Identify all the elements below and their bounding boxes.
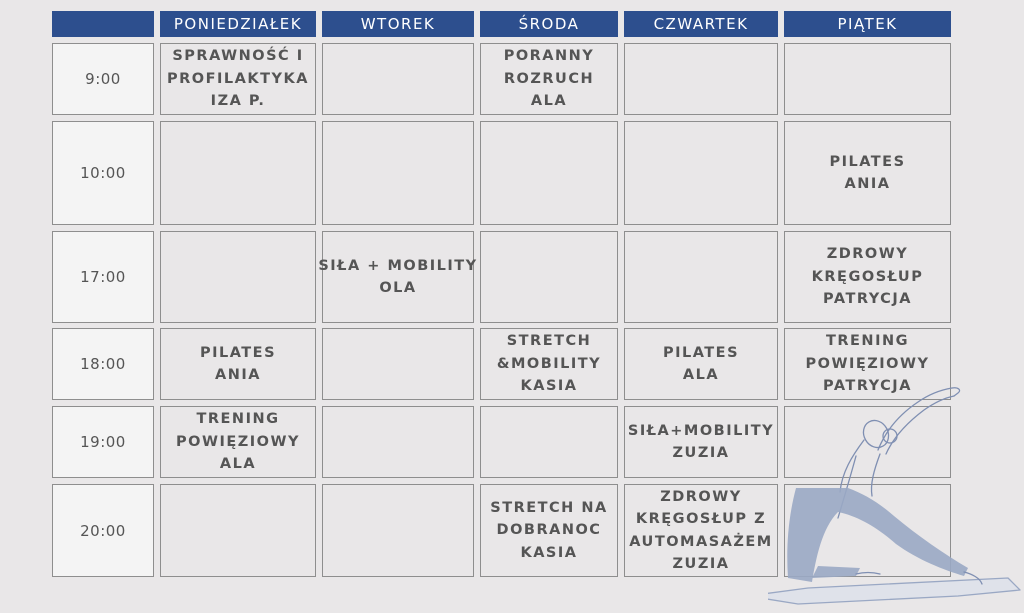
class-entry	[318, 255, 477, 300]
class-entry	[176, 408, 300, 476]
empty-cell	[784, 484, 951, 577]
class-name-line: PILATES	[199, 344, 277, 361]
class-name-line: PORANNY	[503, 48, 595, 65]
instructor-name: ALA	[219, 456, 257, 473]
empty-cell	[624, 43, 778, 115]
instructor-name: KASIA	[520, 378, 578, 395]
class-name-line: KRĘGOSŁUP	[811, 268, 924, 285]
empty-cell	[322, 43, 474, 115]
empty-cell	[480, 406, 618, 478]
time-cell: 9:00	[52, 43, 154, 115]
time-cell: 10:00	[52, 121, 154, 225]
instructor-name: ALA	[682, 367, 720, 383]
empty-cell	[322, 328, 474, 400]
class-cell	[480, 484, 618, 577]
empty-cell	[322, 406, 474, 478]
class-entry	[663, 342, 739, 387]
instructor-name: PATRYCJA	[823, 378, 912, 395]
class-cell	[480, 43, 618, 115]
instructor-name: ZUZIA	[672, 445, 730, 461]
class-name-line: TRENING	[825, 333, 909, 350]
class-entry	[628, 420, 774, 465]
day-header: ŚRODA	[480, 11, 618, 37]
instructor-name: ALA	[530, 93, 568, 110]
class-entry	[490, 497, 607, 565]
class-entry	[806, 330, 930, 398]
class-name-line: SPRAWNOŚĆ I	[172, 48, 304, 65]
header-corner	[52, 11, 154, 37]
class-cell	[784, 328, 951, 400]
time-cell: 17:00	[52, 231, 154, 323]
empty-cell	[160, 484, 316, 577]
class-entry	[200, 342, 276, 387]
empty-cell	[480, 121, 618, 225]
day-header: PIĄTEK	[784, 11, 951, 37]
class-name-line: PILATES	[829, 153, 906, 170]
empty-cell	[784, 406, 951, 478]
empty-cell	[160, 121, 316, 225]
empty-cell	[160, 231, 316, 323]
instructor-name: PATRYCJA	[823, 291, 912, 308]
class-cell	[160, 406, 316, 478]
class-entry	[812, 243, 924, 311]
class-name-line: TRENING	[196, 411, 280, 428]
day-header: CZWARTEK	[624, 11, 778, 37]
class-name-line: POWIĘZIOWY	[805, 355, 930, 372]
instructor-name: ZUZIA	[672, 556, 730, 572]
class-entry	[829, 151, 905, 196]
empty-cell	[624, 231, 778, 323]
class-cell	[624, 328, 778, 400]
class-name-line: SIŁA+MOBILITY	[627, 422, 775, 439]
class-name-line: ROZRUCH	[503, 70, 595, 87]
time-cell: 20:00	[52, 484, 154, 577]
class-cell	[160, 328, 316, 400]
empty-cell	[624, 121, 778, 225]
class-name-line: POWIĘZIOWY	[176, 433, 300, 450]
instructor-name: OLA	[379, 280, 417, 296]
class-cell	[624, 406, 778, 478]
instructor-name: ANIA	[844, 176, 891, 192]
empty-cell	[322, 121, 474, 225]
class-name-line: KRĘGOSŁUP Z	[635, 511, 767, 527]
class-name-line: PROFILAKTYKA	[167, 70, 309, 87]
day-header: PONIEDZIAŁEK	[160, 11, 316, 37]
class-cell	[784, 231, 951, 323]
class-cell	[624, 484, 778, 577]
class-entry	[504, 45, 595, 113]
class-name-line: AUTOMASAŻEM	[629, 533, 773, 550]
time-cell: 18:00	[52, 328, 154, 400]
class-name-line: STRETCH	[506, 333, 592, 350]
class-entry	[167, 45, 309, 113]
instructor-name: KASIA	[520, 544, 578, 561]
class-name-line: ZDROWY	[660, 488, 742, 505]
empty-cell	[322, 484, 474, 577]
class-entry	[629, 486, 772, 576]
empty-cell	[480, 231, 618, 323]
class-cell	[318, 231, 478, 323]
class-name-line: SIŁA + MOBILITY	[318, 257, 478, 274]
class-name-line: DOBRANOC	[496, 522, 602, 539]
class-cell	[160, 43, 316, 115]
class-cell	[480, 328, 618, 400]
day-header: WTOREK	[322, 11, 474, 37]
class-name-line: ZDROWY	[826, 246, 909, 263]
class-name-line: &MOBILITY	[496, 355, 602, 372]
class-name-line: STRETCH NA	[490, 499, 608, 516]
class-cell	[784, 121, 951, 225]
instructor-name: ANIA	[215, 367, 261, 383]
instructor-name: IZA P.	[210, 93, 266, 110]
class-entry	[497, 330, 601, 398]
class-name-line: PILATES	[662, 344, 740, 361]
empty-cell	[784, 43, 951, 115]
time-cell: 19:00	[52, 406, 154, 478]
